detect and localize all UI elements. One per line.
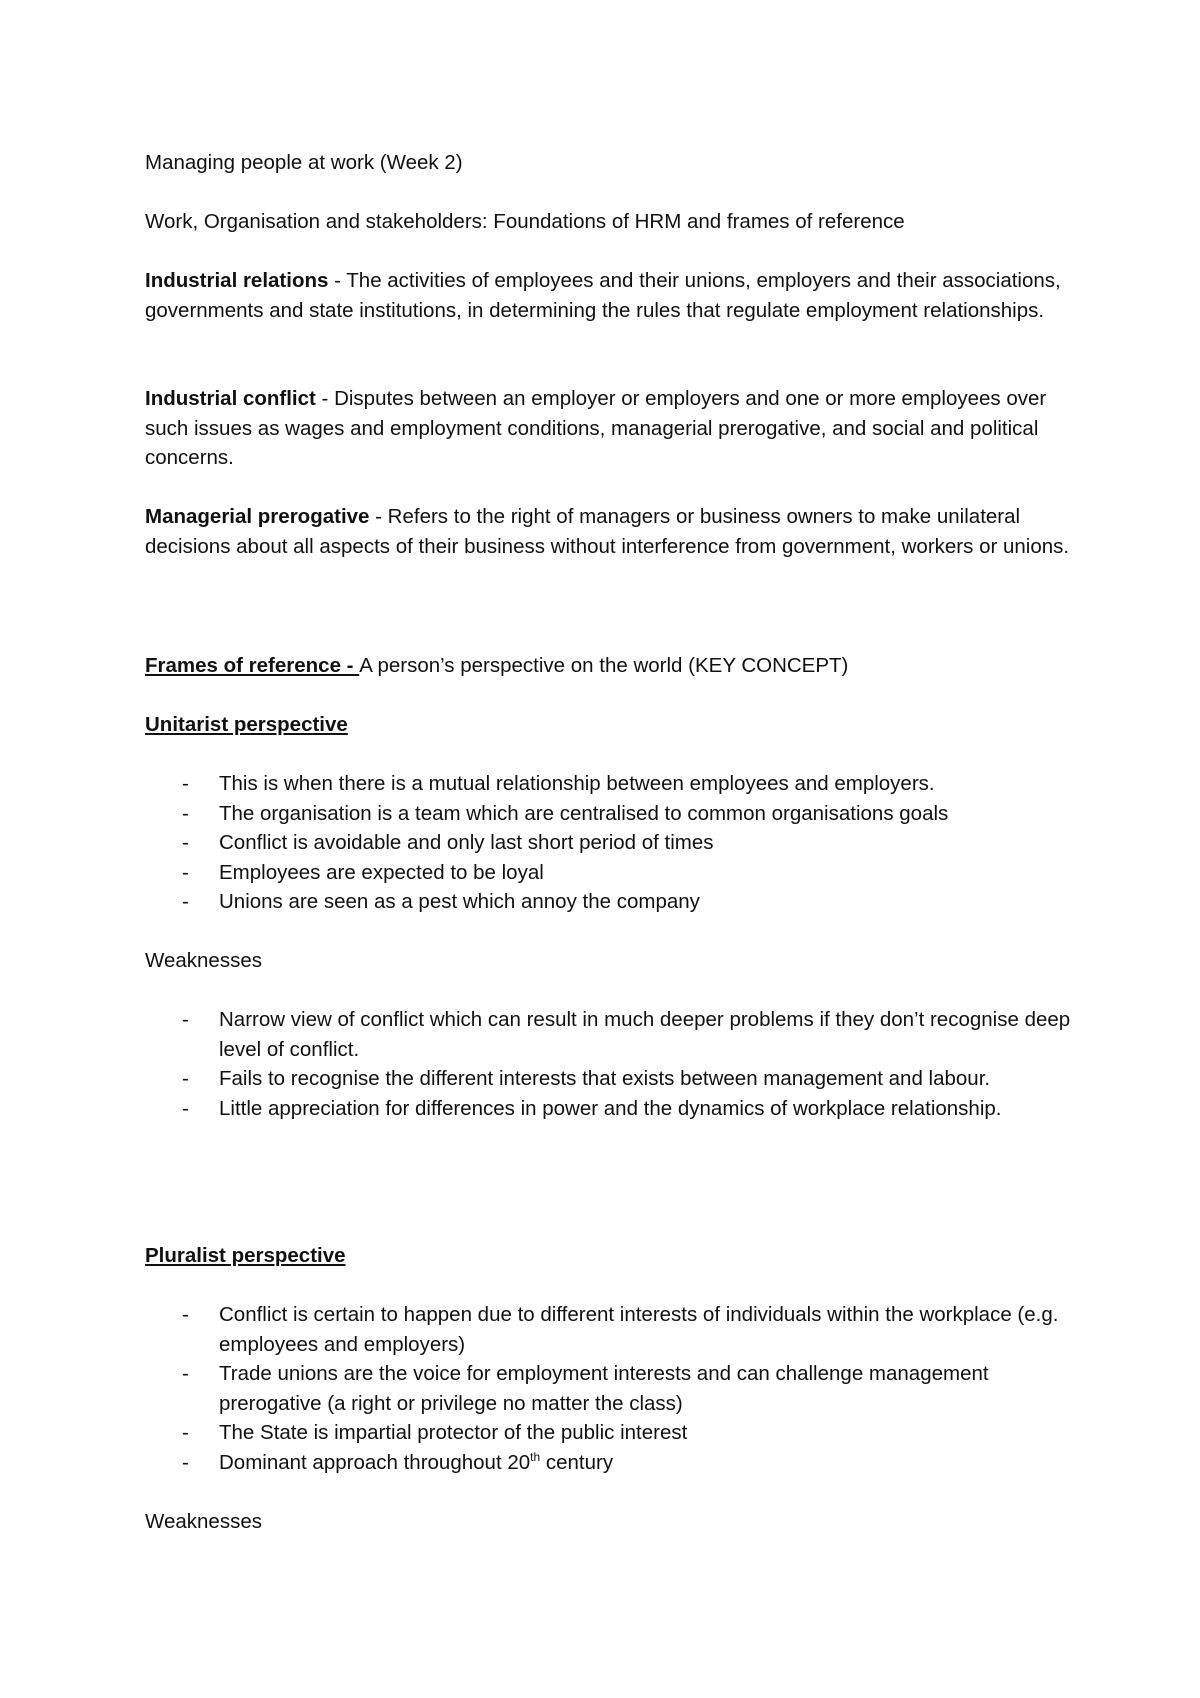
pluralist-weaknesses-heading: Weaknesses bbox=[145, 1510, 262, 1533]
unitarist-weaknesses-heading: Weaknesses bbox=[145, 949, 262, 972]
list-item: - This is when there is a mutual relationship between employees and employers. bbox=[145, 769, 1075, 799]
document-subtitle: Work, Organisation and stakeholders: Foundations of HRM and frames of reference bbox=[145, 210, 905, 233]
definition-text: Refers to the right of managers or business owners to make unilateral decisions about all aspects of their business without interference from government, workers or unions. bbox=[145, 505, 1070, 558]
definition-term: Industrial relations bbox=[145, 269, 329, 292]
bullet-dash: - bbox=[182, 801, 189, 825]
document-title: Managing people at work (Week 2) bbox=[145, 151, 463, 174]
list-item: - Little appreciation for differences in power and the dynamics of workplace relationship. bbox=[145, 1094, 1075, 1124]
list-item: - Fails to recognise the different interests that exists between management and labour. bbox=[145, 1064, 1075, 1094]
list-item: - The organisation is a team which are centralised to common organisations goals bbox=[145, 799, 1075, 829]
definition-separator: - bbox=[315, 387, 335, 410]
bullet-dash: - bbox=[182, 890, 189, 913]
definition-term: Industrial conflict bbox=[145, 387, 316, 410]
bullet-dash: - bbox=[182, 1450, 189, 1474]
bullet-dash: - bbox=[182, 1096, 189, 1120]
frames-text: A person’s perspective on the world (KEY CONCEPT) bbox=[359, 654, 849, 677]
pluralist-heading: Pluralist perspective bbox=[145, 1244, 346, 1267]
definition-industrial-relations bbox=[145, 266, 1075, 325]
pluralist-points bbox=[145, 1300, 1075, 1477]
frames-of-reference bbox=[145, 651, 1075, 681]
definition-separator: - bbox=[328, 269, 347, 292]
list-item: - Trade unions are the voice for employment interests and can challenge management prerogative (a right or privilege no matter the class) bbox=[145, 1359, 1075, 1418]
definition-managerial-prerogative bbox=[145, 502, 1075, 561]
list-item: - Conflict is certain to happen due to different interests of individuals within the workplace (e.g. employees and employers) bbox=[145, 1300, 1075, 1359]
unitarist-weaknesses bbox=[145, 1005, 1075, 1123]
bullet-dash: - bbox=[182, 860, 189, 884]
bullet-dash: - bbox=[182, 772, 189, 795]
frames-term: Frames of reference - bbox=[145, 654, 360, 677]
unitarist-points bbox=[145, 769, 1075, 917]
bullet-dash: - bbox=[182, 1303, 189, 1326]
bullet-dash: - bbox=[182, 831, 189, 854]
bullet-dash: - bbox=[182, 1362, 189, 1385]
list-item: - Conflict is avoidable and only last short period of times bbox=[145, 828, 1075, 858]
bullet-dash: - bbox=[182, 1008, 189, 1031]
definition-text: The activities of employees and their unions, employers and their associations, governments and state institutions, in determining the rules that regulate employment relationships. bbox=[145, 269, 1061, 322]
definition-term: Managerial prerogative bbox=[145, 505, 370, 528]
bullet-dash: - bbox=[182, 1067, 189, 1090]
list-item: - Dominant approach throughout 20th century bbox=[145, 1448, 1075, 1478]
unitarist-heading: Unitarist perspective bbox=[145, 713, 348, 736]
bullet-dash: - bbox=[182, 1421, 189, 1444]
list-item: - The State is impartial protector of the public interest bbox=[145, 1418, 1075, 1448]
definition-separator: - bbox=[369, 505, 388, 528]
definition-text: Disputes between an employer or employers and one or more employees over such issues as wages and employment conditions, managerial prerogative, and social and political concerns. bbox=[145, 387, 1047, 469]
list-item: - Employees are expected to be loyal bbox=[145, 858, 1075, 888]
definition-industrial-conflict bbox=[145, 384, 1075, 473]
list-item: - Narrow view of conflict which can result in much deeper problems if they don’t recognise deep level of conflict. bbox=[145, 1005, 1075, 1064]
list-item: - Unions are seen as a pest which annoy the company bbox=[145, 887, 1075, 917]
